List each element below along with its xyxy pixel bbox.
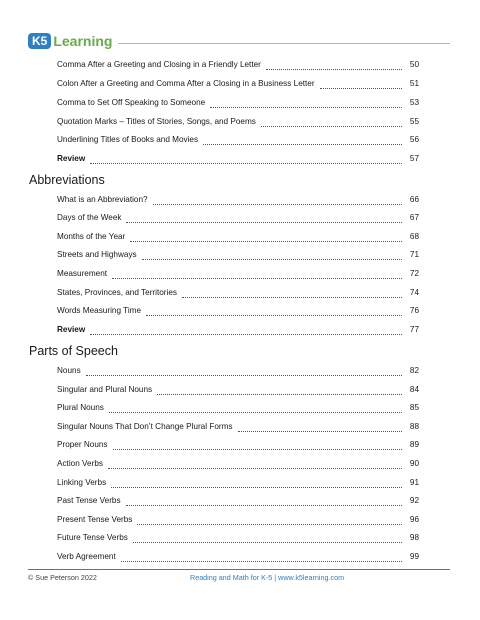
toc-entry — [57, 195, 419, 209]
toc-leader-dots — [153, 204, 402, 205]
section-title-parts-of-speech: Parts of Speech — [29, 344, 118, 358]
toc-entry-page: 56 — [409, 135, 419, 144]
toc-entry-review — [57, 154, 419, 168]
toc-leader-dots — [137, 524, 402, 525]
toc-entry-title: Comma After a Greeting and Closing in a Friendly Letter — [57, 60, 261, 69]
toc-entry-title: Underlining Titles of Books and Movies — [57, 135, 199, 144]
toc-entry-page: 67 — [409, 213, 419, 222]
footer-site-info: Reading and Math for K-5 | www.k5learning.com — [190, 573, 345, 582]
toc-entry-page: 90 — [409, 459, 419, 468]
toc-entry — [57, 440, 419, 454]
logo-learning-text: Learning — [53, 33, 113, 49]
toc-entry — [57, 269, 419, 283]
toc-entry-page: 84 — [409, 385, 419, 394]
toc-leader-dots — [130, 241, 402, 242]
toc-entry-title: Present Tense Verbs — [57, 515, 133, 524]
toc-entry-title: Words Measuring Time — [57, 306, 142, 315]
toc-leader-dots — [142, 259, 402, 260]
toc-entry — [57, 135, 419, 149]
toc-entry — [57, 403, 419, 417]
toc-entry — [57, 366, 419, 380]
toc-entry — [57, 213, 419, 227]
toc-leader-dots — [126, 222, 402, 223]
toc-leader-dots — [109, 412, 402, 413]
toc-entry-page: 77 — [409, 325, 419, 334]
toc-leader-dots — [203, 144, 402, 145]
toc-entry-page: 92 — [409, 496, 419, 505]
toc-entry — [57, 496, 419, 510]
toc-entry-page: 99 — [409, 552, 419, 561]
toc-leader-dots — [86, 375, 402, 376]
footer-divider — [28, 569, 450, 570]
toc-entry-page: 68 — [409, 232, 419, 241]
logo-k5-badge: K5 — [28, 33, 51, 49]
toc-entry-title: Linking Verbs — [57, 478, 107, 487]
toc-entry-title: Nouns — [57, 366, 81, 375]
toc-leader-dots — [126, 505, 402, 506]
toc-leader-dots — [90, 334, 402, 335]
toc-entry — [57, 478, 419, 492]
toc-leader-dots — [157, 394, 402, 395]
toc-entry-page: 66 — [409, 195, 419, 204]
page-header — [0, 0, 480, 52]
toc-entry-title: Streets and Highways — [57, 250, 137, 259]
k5-learning-logo — [28, 33, 112, 49]
toc-entry-page: 85 — [409, 403, 419, 412]
toc-entry — [57, 533, 419, 547]
toc-leader-dots — [320, 88, 402, 89]
toc-entry — [57, 422, 419, 436]
toc-entry-page: 88 — [409, 422, 419, 431]
toc-entry-review — [57, 325, 419, 339]
toc-entry-page: 71 — [409, 250, 419, 259]
toc-entry — [57, 288, 419, 302]
toc-entry-title: Quotation Marks – Titles of Stories, Songs, and Poems — [57, 117, 256, 126]
toc-entry-title: Plural Nouns — [57, 403, 104, 412]
toc-entry-title: Verb Agreement — [57, 552, 116, 561]
toc-entry — [57, 306, 419, 320]
toc-entry-title: Action Verbs — [57, 459, 103, 468]
toc-entry-page: 50 — [409, 60, 419, 69]
toc-entry-title: Future Tense Verbs — [57, 533, 128, 542]
toc-entry-title: Past Tense Verbs — [57, 496, 121, 505]
toc-leader-dots — [111, 487, 402, 488]
toc-entry-title: Colon After a Greeting and Comma After a Closing in a Business Letter — [57, 79, 315, 88]
toc-leader-dots — [238, 431, 402, 432]
toc-entry — [57, 552, 419, 566]
section-title-abbreviations: Abbreviations — [29, 173, 105, 187]
toc-entry-page: 76 — [409, 306, 419, 315]
toc-entry-page: 57 — [409, 154, 419, 163]
toc-entry-title: What is an Abbreviation? — [57, 195, 148, 204]
toc-entry-page: 72 — [409, 269, 419, 278]
toc-entry-page: 98 — [409, 533, 419, 542]
toc-leader-dots — [146, 315, 402, 316]
toc-entry-page: 82 — [409, 366, 419, 375]
toc-leader-dots — [133, 542, 402, 543]
toc-leader-dots — [113, 449, 402, 450]
toc-leader-dots — [210, 107, 402, 108]
toc-entry-title: Singular and Plural Nouns — [57, 385, 153, 394]
toc-entry-title: Review — [57, 154, 86, 163]
toc-entry — [57, 117, 419, 131]
toc-leader-dots — [90, 163, 402, 164]
toc-entry-page: 74 — [409, 288, 419, 297]
toc-entry-page: 55 — [409, 117, 419, 126]
toc-leader-dots — [182, 297, 402, 298]
header-divider — [118, 43, 450, 44]
toc-entry — [57, 250, 419, 264]
toc-entry — [57, 232, 419, 246]
toc-entry-title: Proper Nouns — [57, 440, 108, 449]
toc-entry — [57, 515, 419, 529]
toc-entry — [57, 79, 419, 93]
toc-entry-title: Singular Nouns That Don’t Change Plural Forms — [57, 422, 233, 431]
toc-leader-dots — [121, 561, 402, 562]
toc-leader-dots — [266, 69, 402, 70]
toc-entry — [57, 98, 419, 112]
toc-entry-title: Comma to Set Off Speaking to Someone — [57, 98, 206, 107]
toc-entry-page: 96 — [409, 515, 419, 524]
toc-entry-page: 51 — [409, 79, 419, 88]
toc-entry-title: Months of the Year — [57, 232, 126, 241]
toc-leader-dots — [112, 278, 402, 279]
toc-entry-page: 91 — [409, 478, 419, 487]
toc-leader-dots — [261, 126, 402, 127]
toc-entry-title: Review — [57, 325, 86, 334]
toc-entry-title: Days of the Week — [57, 213, 122, 222]
toc-entry-page: 53 — [409, 98, 419, 107]
footer-copyright: © Sue Peterson 2022 — [28, 573, 97, 582]
toc-entry-page: 89 — [409, 440, 419, 449]
toc-entry — [57, 385, 419, 399]
toc-entry-title: States, Provinces, and Territories — [57, 288, 177, 297]
toc-entry-title: Measurement — [57, 269, 108, 278]
toc-entry — [57, 459, 419, 473]
toc-entry — [57, 60, 419, 74]
toc-leader-dots — [108, 468, 402, 469]
